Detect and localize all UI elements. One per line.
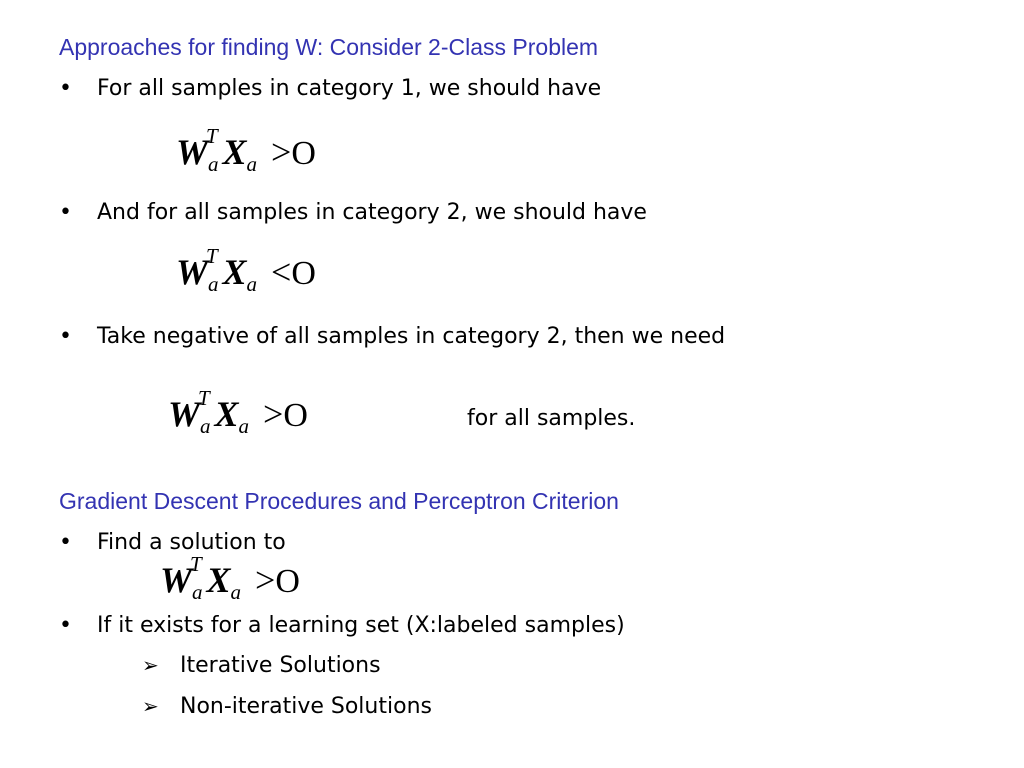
bullet-icon: • bbox=[59, 530, 72, 555]
formula-operator: < bbox=[271, 252, 292, 292]
section-heading-gradient-descent: Gradient Descent Procedures and Perceptron Criterion bbox=[59, 488, 619, 514]
bullet-icon: • bbox=[59, 613, 72, 638]
formula-x: Xa bbox=[206, 560, 242, 604]
bullet-icon: • bbox=[59, 324, 72, 349]
bullet-text: And for all samples in category 2, we should have bbox=[97, 200, 647, 225]
sub-item-text: Non-iterative Solutions bbox=[180, 694, 432, 719]
formula-w: W T a bbox=[176, 124, 219, 176]
formula-x: Xa bbox=[222, 132, 258, 176]
formula-w: W T a bbox=[168, 386, 211, 438]
arrow-bullet-icon: ➢ bbox=[142, 653, 159, 677]
formula-zero: O bbox=[291, 135, 316, 172]
formula-solution bbox=[160, 552, 300, 604]
bullet-text: Take negative of all samples in category 2, then we need bbox=[97, 324, 726, 349]
formula-w: W T a bbox=[176, 244, 219, 296]
for-all-samples-text: for all samples. bbox=[467, 406, 636, 431]
bullet-find-solution bbox=[59, 532, 286, 554]
formula-w: W T a bbox=[160, 552, 203, 604]
arrow-bullet-icon: ➢ bbox=[142, 694, 159, 718]
formula-x: Xa bbox=[222, 252, 258, 296]
bullet-category-2 bbox=[59, 202, 647, 224]
sub-item-non-iterative bbox=[142, 696, 432, 718]
formula-operator: > bbox=[263, 394, 284, 434]
bullet-learning-set bbox=[59, 615, 625, 637]
formula-category-1 bbox=[176, 124, 316, 176]
formula-all-samples bbox=[168, 386, 308, 438]
bullet-text: If it exists for a learning set (X:labeled samples) bbox=[97, 613, 625, 638]
bullet-text: Find a solution to bbox=[97, 530, 286, 555]
section-heading-approaches: Approaches for finding W: Consider 2-Class Problem bbox=[59, 34, 599, 60]
formula-zero: O bbox=[275, 563, 300, 600]
formula-category-2 bbox=[176, 244, 316, 296]
bullet-text: For all samples in category 1, we should have bbox=[97, 76, 602, 101]
formula-zero: O bbox=[291, 255, 316, 292]
formula-operator: > bbox=[255, 560, 276, 600]
bullet-icon: • bbox=[59, 200, 72, 225]
sub-item-iterative bbox=[142, 655, 381, 677]
bullet-category-1 bbox=[59, 78, 601, 100]
bullet-negative-samples bbox=[59, 326, 725, 348]
sub-item-text: Iterative Solutions bbox=[180, 653, 381, 678]
formula-operator: > bbox=[271, 132, 292, 172]
bullet-icon: • bbox=[59, 76, 72, 101]
formula-zero: O bbox=[283, 397, 308, 434]
formula-x: Xa bbox=[214, 394, 250, 438]
